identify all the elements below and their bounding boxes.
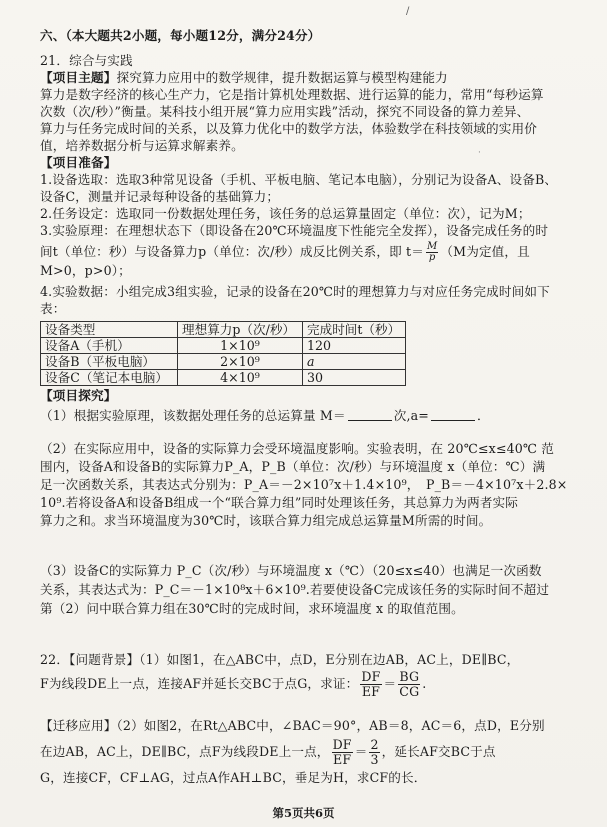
table-row [41,354,406,370]
part3-line: 关系，其表达式为：P_C＝－1×10⁸x＋6×10⁹.若要使设备C完成该任务的实际时间不超过 [40,582,550,597]
stray-dot: · [478,148,481,158]
frac-num: 2 [370,737,379,752]
q22-bg-line [40,670,585,699]
frac-den: 3 [370,752,379,767]
formula-pre: 间t（单位：秒）与设备算力p（单位：次/秒）成反比例关系，即 t＝ [40,244,425,259]
q22-app-line [40,738,585,767]
part2-line: 算力之和。求当环境温度为30℃时，该联合算力组完成总运算量M所需的时间。 [40,513,492,528]
section-title: 六、（本大题共2小题，每小题12分，满分24分） [40,28,321,43]
app-text: ，延长AF交BC于点 [381,744,496,759]
answer-blank[interactable] [431,408,475,421]
q22-app-line: 【迁移应用】（2）如图2，在Rt△ABC中，∠BAC＝90°，AB＝8，AC＝6，点D，E分别 [40,718,545,733]
table-cell: 1×10⁹ [178,338,303,354]
pen-mark: / [406,6,410,17]
part3-line: 第（2）问中联合算力组在30℃时的完成时间，求环境温度 x 的取值范围。 [40,601,464,616]
fraction-m-over-p [426,242,438,263]
part1-text: （1）根据实验原理，该数据处理任务的总运算量 M＝ [40,408,346,423]
q22-bg-line: 22．【问题背景】（1）如图1，在△ABC中，点D，E分别在边AB，AC上，DE∥BC， [40,652,520,667]
frac-num: DF [332,737,352,752]
prep-line: 3.实验原理：在理想状态下（即设备在20℃环境温度下性能完全发挥），设备完成任务的时 [40,223,549,238]
table-cell: 设备B（平板电脑） [41,354,178,370]
table-cell: 设备C（笔记本电脑） [41,370,178,386]
formula-post: （M为定值，且 [440,244,530,259]
prep-tag: 【项目准备】 [40,155,117,170]
fraction-bg-cg [398,670,420,699]
frac-num: BG [399,669,420,684]
intro-line: 算力是数字经济的核心生产力，它是指计算机处理数据、进行运算的能力，常用“每秒运算 [40,87,544,102]
prep-line: 设备C，测量并记录每种设备的基础算力； [40,189,280,204]
explore-tag: 【项目探究】 [40,388,117,403]
theme-tag: 【项目主题】 [40,70,117,85]
part3-line: （3）设备C的实际算力 P_C（次/秒）与环境温度 x（℃）（20≤x≤40）也满足一次函数 [40,563,542,578]
part1-text: 次,a= [393,408,429,423]
part2-line: （2）在实际应用中，设备的实际算力会受环境温度影响。实验表明，在 20℃≤x≤40℃ 范 [40,441,555,456]
fraction-df-ef [332,738,353,767]
prep-line: 表： [40,301,66,316]
frac-num: DF [361,669,381,684]
fraction-2-3 [369,738,379,767]
table-header: 理想算力p（次/秒） [178,322,303,338]
table-header: 完成时间t（秒） [303,322,406,338]
frac-den: EF [361,684,381,699]
part1-text: ． [477,408,490,423]
page-footer: 第5页共6页 [272,806,335,820]
data-table [40,321,406,386]
table-cell: a [303,354,406,370]
intro-line: 算力与任务完成时间的关系，以及算力优化中的数学方法，体验数学在科技领域的实用价 [40,121,538,136]
prep-line: 1.设备选取：选取3种常见设备（手机、平板电脑、笔记本电脑），分别记为设备A、设备B、 [40,172,558,187]
intro-line: 值，培养数据分析与运算求解素养。 [40,138,244,153]
equals-sign: ＝ [354,744,368,759]
equals-sign: ＝ [383,676,397,691]
table-header: 设备类型 [41,322,178,338]
bg-text: . [422,676,427,691]
part1-line [40,408,585,424]
part2-line: 围内，设备A和设备B的实际算力P_A，P_B（单位：次/秒）与环境温度 x（单位：℃）满 [40,459,546,474]
part2-line: 足一次函数关系，其表达式分别为：P_A＝－2×10⁷x＋1.4×10⁹， P_B＝－4×10⁷x＋2.8× [40,477,568,492]
table-cell: 2×10⁹ [178,354,303,370]
frac-num: M [427,241,438,252]
table-cell: 4×10⁹ [178,370,303,386]
table-cell: 120 [303,338,406,354]
q22-app-line: G，连接CF，CF⊥AG，过点A作AH⊥BC，垂足为H，求CF的长． [40,770,427,785]
prep-line: 4.实验数据：小组完成3组实验，记录的设备在20℃时的理想算力与对应任务完成时间如下 [40,284,550,299]
frac-den: EF [333,752,352,767]
table-row [41,338,406,354]
part2-line: 10⁹.若将设备A和设备B组成一个“联合算力组”同时处理该任务，其总算力为两者实际 [40,495,519,510]
prep-line-formula [40,242,585,263]
prep-line: 2.任务设定：选取同一份数据处理任务，该任务的总运算量固定（单位：次），记为M； [40,206,531,221]
theme-text: 探究算力应用中的数学规律，提升数据运算与模型构建能力 [116,70,448,85]
table-header-row [41,322,406,338]
frac-den: p [428,252,436,263]
frac-den: CG [399,684,420,699]
table-cell: 30 [303,370,406,386]
app-text: 在边AB，AC上，DE∥BC，点F为线段DE上一点， [40,744,330,759]
fraction-df-ef [360,670,381,699]
prep-line: M>0，p>0）； [40,263,131,278]
q21-theme [40,70,585,86]
bg-text: F为线段DE上一点，连接AF并延长交BC于点G，求证： [40,676,359,691]
table-row [41,370,406,386]
table-cell: 设备A（手机） [41,338,178,354]
answer-blank[interactable] [348,408,392,421]
intro-line: 次数（次/秒）”衡量。某科技小组开展“算力应用实践”活动，探究不同设备的算力差异、 [40,104,530,119]
q21-heading: 21．综合与实践 [40,53,133,68]
